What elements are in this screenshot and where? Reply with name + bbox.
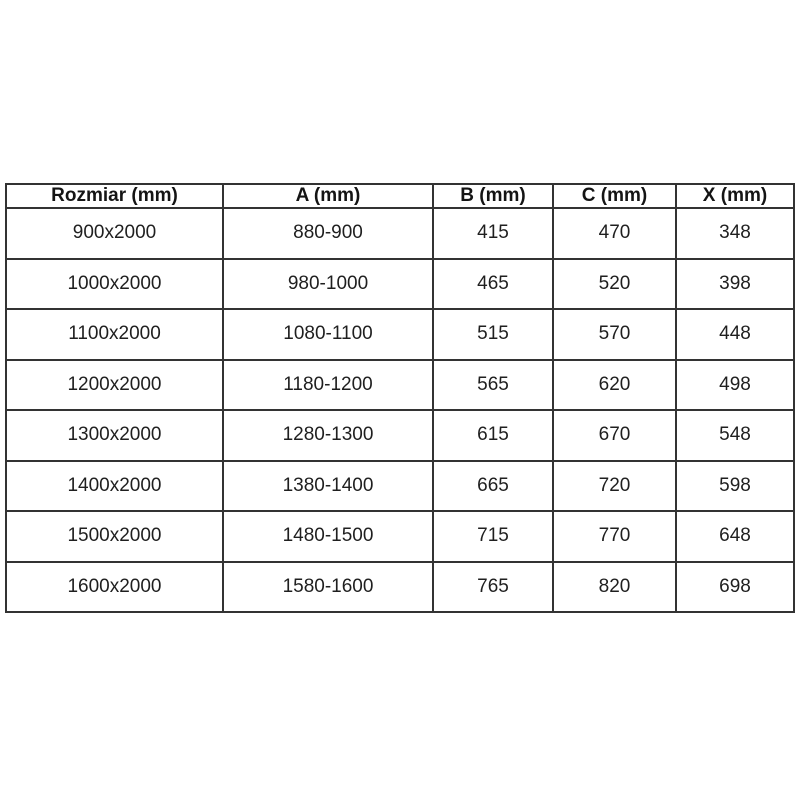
column-header-c: C (mm)	[553, 184, 676, 208]
cell-rozmiar: 1300x2000	[6, 410, 223, 461]
cell-b: 465	[433, 259, 553, 310]
cell-b: 665	[433, 461, 553, 512]
cell-rozmiar: 1000x2000	[6, 259, 223, 310]
cell-x: 698	[676, 562, 794, 613]
table-row	[6, 360, 794, 411]
cell-b: 765	[433, 562, 553, 613]
cell-x: 598	[676, 461, 794, 512]
cell-c: 570	[553, 309, 676, 360]
cell-x: 498	[676, 360, 794, 411]
table-row	[6, 461, 794, 512]
cell-x: 348	[676, 208, 794, 259]
cell-c: 670	[553, 410, 676, 461]
column-header-rozmiar: Rozmiar (mm)	[6, 184, 223, 208]
cell-a: 880-900	[223, 208, 433, 259]
cell-b: 415	[433, 208, 553, 259]
cell-x: 648	[676, 511, 794, 562]
cell-c: 620	[553, 360, 676, 411]
cell-a: 1580-1600	[223, 562, 433, 613]
cell-a: 1480-1500	[223, 511, 433, 562]
column-header-x: X (mm)	[676, 184, 794, 208]
cell-rozmiar: 1600x2000	[6, 562, 223, 613]
table-row	[6, 410, 794, 461]
cell-x: 548	[676, 410, 794, 461]
cell-c: 520	[553, 259, 676, 310]
table-row	[6, 511, 794, 562]
cell-b: 565	[433, 360, 553, 411]
table-header-row	[6, 184, 794, 208]
cell-rozmiar: 900x2000	[6, 208, 223, 259]
cell-b: 515	[433, 309, 553, 360]
cell-c: 770	[553, 511, 676, 562]
cell-c: 820	[553, 562, 676, 613]
cell-a: 1080-1100	[223, 309, 433, 360]
cell-b: 615	[433, 410, 553, 461]
cell-rozmiar: 1400x2000	[6, 461, 223, 512]
column-header-b: B (mm)	[433, 184, 553, 208]
size-spec-table	[5, 183, 795, 613]
table-row	[6, 562, 794, 613]
table-row	[6, 309, 794, 360]
table-row	[6, 259, 794, 310]
table-row	[6, 208, 794, 259]
cell-a: 1180-1200	[223, 360, 433, 411]
size-spec-table-container	[5, 183, 793, 613]
column-header-a: A (mm)	[223, 184, 433, 208]
cell-c: 720	[553, 461, 676, 512]
cell-rozmiar: 1200x2000	[6, 360, 223, 411]
cell-x: 448	[676, 309, 794, 360]
cell-a: 980-1000	[223, 259, 433, 310]
cell-x: 398	[676, 259, 794, 310]
cell-rozmiar: 1100x2000	[6, 309, 223, 360]
cell-b: 715	[433, 511, 553, 562]
cell-c: 470	[553, 208, 676, 259]
cell-a: 1380-1400	[223, 461, 433, 512]
cell-a: 1280-1300	[223, 410, 433, 461]
cell-rozmiar: 1500x2000	[6, 511, 223, 562]
